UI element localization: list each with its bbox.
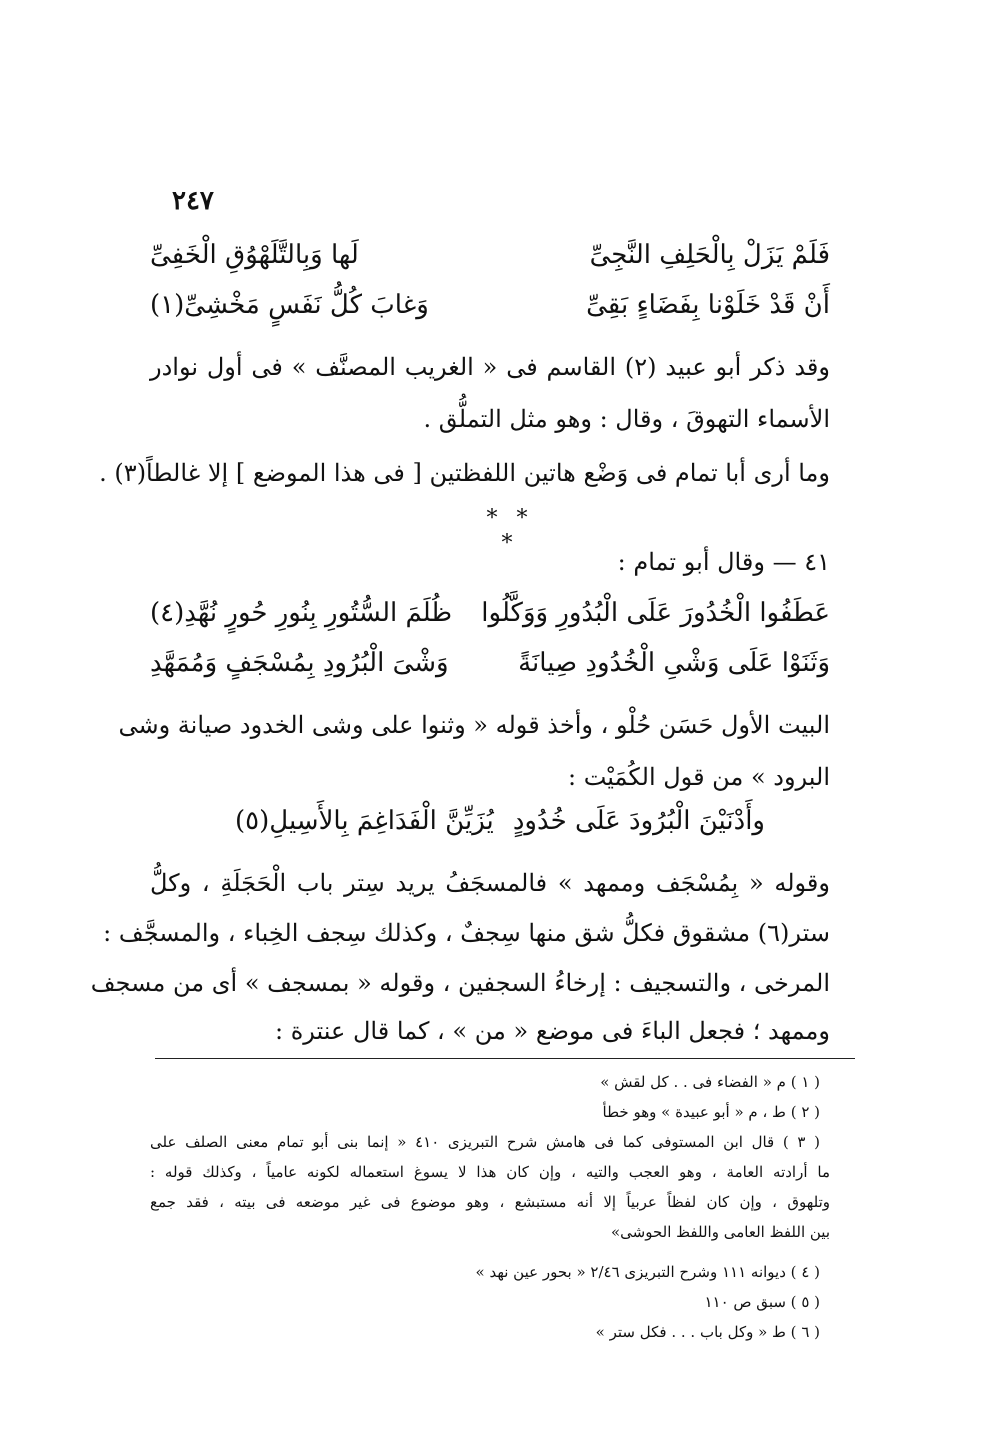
verse-hemistich-right: أَنْ قَدْ خَلَوْنا بِفَضَاءٍ بَقِىِّ <box>586 290 830 320</box>
verse-hemistich-left: لَها وَبِالتَّلَهْوُقِ الْخَفِىِّ <box>150 240 359 270</box>
paragraph-line: وقوله « بِمُسْجَف وممهد » فالمسجَفُ يريد سِتر باب الْحَجَلَةِ ، وكلُّ <box>150 869 830 897</box>
paragraph-line: المرخى ، والتسجيف : إرخاءُ السجفين ، وقوله « بمسجف » أى من مسجف <box>90 969 830 997</box>
verse-hemistich-left: ظُلَمَ السُّتُورِ بِنُورِ حُورٍ نُهَّدِ(٤) <box>150 598 453 628</box>
footnote-divider <box>155 1058 855 1059</box>
verse-hemistich-right: وَثَنَوْا عَلَى وَشْىِ الْخُدُودِ صِيانَةً <box>518 648 830 678</box>
footnote: ( ٣ ) قال ابن المستوفى كما فى هامش شرح التبريزى ٤١٠ « إنما بنى أبو تمام معنى الصلف على <box>150 1133 821 1151</box>
paragraph-line: الأسماء التهوقَ ، وقال : وهو مثل التملُّق . <box>423 405 830 433</box>
paragraph-line: وقد ذكر أبو عبيد (٢) القاسم فى « الغريب المصنَّف » فى أول نوادر <box>150 353 830 381</box>
paragraph-line: البيت الأول حَسَن حُلْو ، وأخذ قوله « وثنوا على وشى الخدود صيانة وشى <box>118 711 830 739</box>
verse-hemistich-left: وَغابَ كُلُّ نَفَسٍ مَخْشِىِّ(١) <box>150 290 429 320</box>
section-heading <box>618 548 830 576</box>
verse-line <box>150 240 830 284</box>
section-separator: * * * <box>486 506 534 556</box>
section-number: ٤١ <box>804 548 830 576</box>
section-title: وقال أبو تمام : <box>617 548 765 576</box>
paragraph-line: وممهد ؛ فجعل الباءَ فى موضع « من » ، كما قال عنترة : <box>275 1017 830 1045</box>
verse-hemistich-right: وأَدْنَيْنَ الْبُرُودَ عَلَى خُدُودٍ <box>512 806 765 836</box>
paragraph-line: البرود » من قول الكُمَيْت : <box>567 763 830 791</box>
verse-hemistich-right: فَلَمْ يَزَلْ بِالْحَلِفِ النَّجِىِّ <box>589 240 830 270</box>
verse-line <box>235 806 765 850</box>
footnote-continuation: ما أرادته العامة ، وهو العجب والتيه ، وإن كان هذا لا يسوغ استعماله لكونه عامياً ، وكذلك قوله : <box>150 1163 830 1181</box>
footnote-continuation: بين اللفظ العامى واللفظ الحوشى» <box>611 1223 830 1241</box>
verse-hemistich-left: وَشْىَ الْبُرُودِ بِمُسْجَفٍ وَمُمَهَّدِ <box>150 648 449 678</box>
footnote: ( ٢ ) ط ، م « أبو عبيدة » وهو خطأ <box>602 1103 820 1121</box>
verse-line <box>150 290 830 334</box>
footnote: ( ٥ ) سبق ص ١١٠ <box>704 1293 820 1311</box>
verse-hemistich-right: عَطَفُوا الْخُدُورَ عَلَى الْبُدُورِ وَوَكَّلُوا <box>481 598 830 628</box>
verse-hemistich-left: يُزَيِّنَّ الْفَدَاغِمَ بِالأَسِيلِ(٥) <box>235 806 494 836</box>
verse-line <box>150 598 830 642</box>
page-number: ٢٤٧ <box>172 186 214 216</box>
section-dash: — <box>764 548 797 576</box>
footnote-continuation: وتلهوق ، وإن كان لفظاً عربياً إلا أنه مستبشع ، وهو موضوع فى غير موضعه فى بيته ، فقد جمع <box>150 1193 830 1211</box>
paragraph-line: وما أرى أبا تمام فى وَضْع هاتين اللفظتين [ فى هذا الموضع ] إلا غالطاً(٣) . <box>99 459 830 487</box>
paragraph-line: ستر(٦) مشقوق فكلُّ شق منها سِجفٌ ، وكذلك سِجف الخِباء ، والمسجَّف : <box>103 919 830 947</box>
footnote: ( ٤ ) ديوانه ١١١ وشرح التبريزى ٢/٤٦ « بحور عين نهد » <box>475 1263 820 1281</box>
footnote: ( ٦ ) ط « وكل باب . . . فكل ستر » <box>595 1323 820 1341</box>
footnote: ( ١ ) م « الفضاء فى . . كل لقش » <box>600 1073 820 1091</box>
verse-line <box>150 648 830 692</box>
